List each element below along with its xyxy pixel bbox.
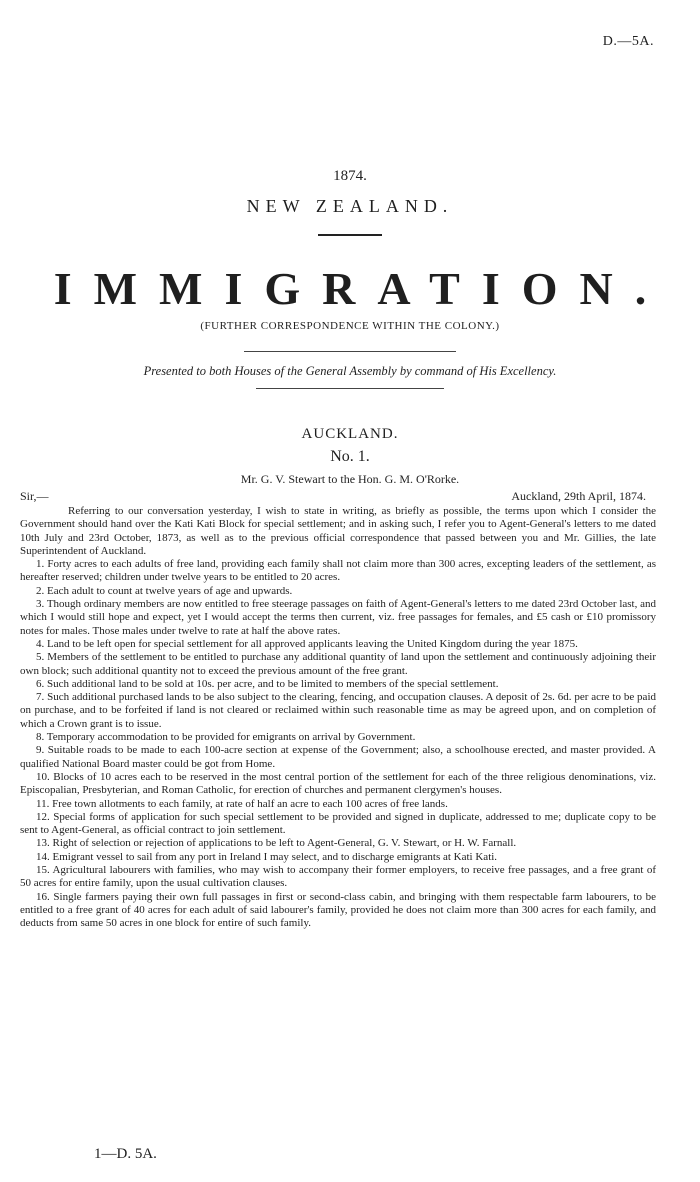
letter-paragraph: 6. Such additional land to be sold at 10s. per acre, and to be limited to members of the special settlement. — [36, 677, 499, 690]
document-reference: D.—5A. — [602, 34, 654, 49]
letter-paragraph: 16. Single farmers paying their own full passages in first or second-class cabin, and bringing with them respectable farm labourers, to be entitled to a free grant of 40 acres for each adult of said labourer's family, provided he does not claim more than 300 acres for each family, and deducts from same 50 acres in one block for entire of such family. — [20, 890, 656, 930]
divider-rule — [318, 234, 382, 236]
divider-rule — [256, 388, 444, 389]
document-title: IMMIGRATION. — [53, 263, 669, 314]
letter-paragraph: 3. Though ordinary members are now entitled to free steerage passages on faith of Agent-General's letters to me dated 23rd October last, and which I would still hope and expect, yet I would accept the terms then current, viz. free passages for females, and £5 cash or £10 promissory notes for males. Those males under twelve to rate at half the above rates. — [20, 598, 656, 637]
divider-rule — [244, 351, 456, 352]
letter-paragraph: 7. Such additional purchased lands to be also subject to the clearing, fencing, and occupation clauses. A deposit of 2s. 6d. per acre to be paid on purchase, and to be forfeited if land is not cleared or reclaimed within such reasonable time as may be agreed upon, and on completion of which a Crown grant is to issue. — [20, 691, 656, 730]
letter-paragraph: 2. Each adult to count at twelve years of age and upwards. — [36, 584, 293, 597]
presented-line: Presented to both Houses of the General Assembly by command of His Excellency. — [143, 364, 557, 378]
letter-paragraph: 10. Blocks of 10 acres each to be reserved in the most central portion of the settlement for each of the three religious denominations, viz. Episcopalian, Presbyterian, and Roman Catholic, for erection of churches and permanent clergymen's houses. — [20, 770, 656, 797]
letter-paragraph: 8. Temporary accommodation to be provided for emigrants on arrival by Government. — [36, 731, 416, 744]
letter-paragraph: 9. Suitable roads to be made to each 100-acre section at expense of the Government; also, a schoolhouse erected, and master provided. A qualified National Board master could be got from Home. — [20, 744, 656, 770]
letter-from-to: Mr. G. V. Stewart to the Hon. G. M. O'Rorke. — [240, 472, 460, 486]
document-subtitle: (FURTHER CORRESPONDENCE WITHIN THE COLONY.) — [200, 320, 500, 332]
letter-paragraph: Referring to our conversation yesterday, I wish to state in writing, as briefly as possible, the terms upon which I consider the Government should hand over the Kati Kati Block for special settlement; and in asking such, I refer you to Agent-General's letters to me dated 10th July and 23rd October, 1873, as well as to the previous official correspondence that passed between you and Mr. Gillies, the late Superintendent of Auckland. — [20, 505, 656, 557]
letter-paragraph: 11. Free town allotments to each family, at rate of half an acre to each 100 acres of free lands. — [36, 797, 448, 810]
letter-dateline: Auckland, 29th April, 1874. — [511, 489, 646, 503]
page-footer-ref: 1—D. 5A. — [94, 1146, 157, 1162]
letter-paragraph: 13. Right of selection or rejection of applications to be left to Agent-General, G. V. Stewart, or H. W. Farnall. — [36, 837, 517, 850]
letter-paragraph: 4. Land to be left open for special settlement for all approved applicants leaving the United Kingdom during the year 1875. — [36, 637, 578, 650]
country-heading: NEW ZEALAND. — [246, 196, 454, 216]
document-year: 1874. — [333, 168, 367, 184]
letter-paragraph: 14. Emigrant vessel to sail from any port in Ireland I may select, and to discharge emigrants at Kati Kati. — [36, 850, 498, 863]
salutation: Sir,— — [20, 489, 49, 503]
letter-paragraph: 1. Forty acres to each adults of free land, providing each family shall not claim more than 300 acres, excepting leaders of the settlement, as hereafter reserved; children under twelve years to be entitled to 20 acres. — [20, 558, 656, 584]
letter-paragraph: 15. Agricultural labourers with families, who may wish to accompany their former employers, to receive free passages, and a free grant of 50 acres for entire family, upon the usual cultivation clauses. — [20, 864, 656, 890]
letter-number: No. 1. — [330, 448, 370, 465]
letter-paragraph: 12. Special forms of application for such special settlement to be provided and signed in duplicate, addressed to me; duplicate copy to be sent to Agent-General, as official contract to join settlement. — [20, 810, 656, 837]
section-heading-city: AUCKLAND. — [301, 426, 399, 442]
letter-paragraph: 5. Members of the settlement to be entitled to purchase any additional quantity of land upon the settlement and continuously adjoining their own block; such additional quantity not to exceed the previous amount of the free grant. — [20, 651, 656, 677]
letter-body — [20, 505, 656, 931]
